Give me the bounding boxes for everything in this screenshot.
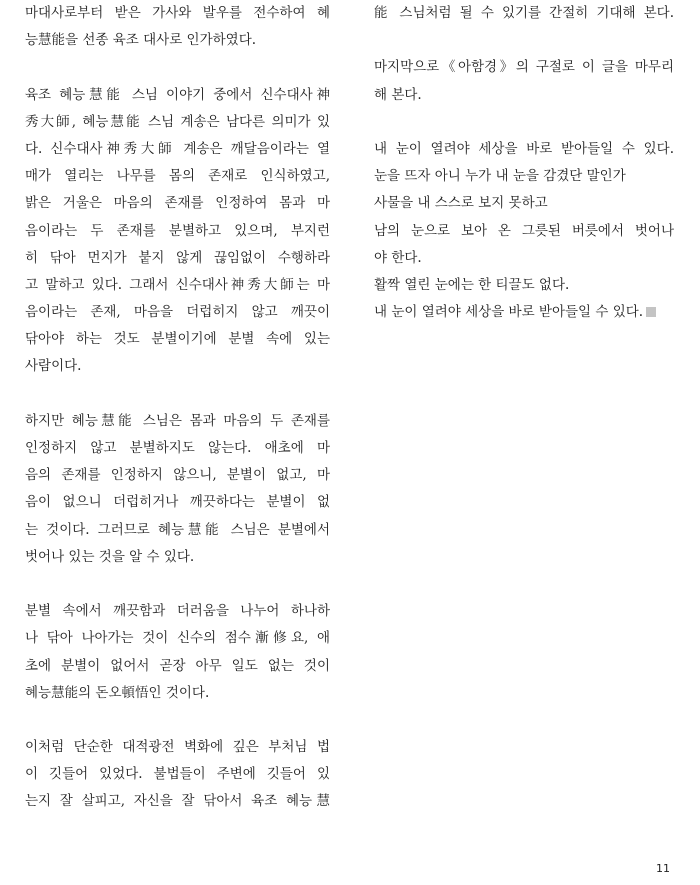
text-line-content: 는 것이다. 그러므로 혜능慧能 스님은 분별에서 — [25, 521, 330, 538]
text-line-content: 음이라는 존재, 마음을 더럽히지 않고 깨끗이 — [25, 304, 330, 321]
text-line-content: 고 말하고 있다. 그래서 신수대사神秀大師는 마 — [25, 276, 330, 293]
text-line-content: 마대사로부터 받은 가사와 발우를 전수하여 혜 — [25, 5, 330, 21]
text-line-content: 인정하지 않고 분별하지도 않는다. 애초에 마 — [25, 440, 330, 456]
text-line — [25, 408, 330, 435]
paragraph-gap — [374, 27, 674, 54]
text-line — [374, 272, 674, 299]
paragraph-gap — [25, 381, 330, 408]
left-column — [25, 0, 330, 816]
text-line-content: 秀大師, 혜능慧能 스님 계송은 남다른 의미가 있 — [25, 113, 330, 130]
text-line — [25, 190, 330, 217]
text-line-content: 사람이다. — [25, 358, 82, 375]
right-column — [374, 0, 674, 326]
text-line — [25, 218, 330, 245]
text-line-content: 초에 분별이 없어서 곧장 아무 일도 없는 것이 — [25, 657, 330, 674]
text-line-content: 이 깃들어 있었다. 불법들이 주변에 깃들어 있 — [25, 766, 330, 783]
text-line-content: 내 눈이 열려야 세상을 바로 받아들일 수 있다. — [374, 140, 674, 157]
text-line-content: 다. 신수대사神秀大師 계송은 깨달음이라는 열 — [25, 140, 330, 157]
text-line — [25, 163, 330, 190]
text-line — [374, 245, 674, 272]
page-number: 11 — [656, 862, 670, 875]
text-line-content: 육조 혜능慧能 스님 이야기 중에서 신수대사神 — [25, 86, 330, 103]
text-line-content: 음이 없으니 더럽히거나 깨끗하다는 분별이 없 — [25, 494, 330, 511]
text-line — [25, 788, 330, 815]
paragraph-gap — [25, 707, 330, 734]
text-line-content: 마지막으로《아함경》의 구절로 이 글을 마무리 — [374, 59, 674, 76]
text-line — [374, 136, 674, 163]
text-line — [25, 625, 330, 652]
text-line-content: 이처럼 단순한 대적광전 벽화에 깊은 부처님 법 — [25, 739, 330, 756]
text-line-content: 능慧能을 선종 육조 대사로 인가하였다. — [25, 32, 257, 49]
text-line-content: 매가 열리는 나무를 몸의 존재로 인식하였고, — [25, 168, 330, 185]
text-line — [25, 299, 330, 326]
text-line — [25, 598, 330, 625]
end-of-article-mark — [646, 307, 656, 317]
text-line-content: 내 눈이 열려야 세상을 바로 받아들일 수 있다. — [374, 304, 644, 321]
text-line-content: 혜능慧能의 돈오頓悟인 것이다. — [25, 684, 210, 701]
text-line-content: 는지 잘 살피고, 자신을 잘 닦아서 육조 혜능慧 — [25, 793, 330, 810]
text-line — [374, 218, 674, 245]
text-line-content: 해 본다. — [374, 86, 422, 103]
text-line-content: 눈을 뜨자 아니 누가 내 눈을 감겼단 말인가 — [374, 168, 626, 185]
text-line-content: 음이라는 두 존재를 분별하고 있으며, 부지런 — [25, 222, 330, 239]
text-line — [25, 489, 330, 516]
text-line — [25, 761, 330, 788]
text-line — [374, 82, 674, 109]
text-line — [25, 136, 330, 163]
text-line-content: 하지만 혜능慧能 스님은 몸과 마음의 두 존재를 — [25, 412, 330, 429]
text-line — [374, 190, 674, 217]
text-line — [25, 680, 330, 707]
text-line-content: 能 스님처럼 될 수 있기를 간절히 기대해 본다. — [374, 5, 674, 21]
text-line-content: 야 한다. — [374, 249, 422, 266]
text-line — [374, 299, 674, 326]
paragraph-gap — [25, 54, 330, 81]
text-line-content: 음의 존재를 인정하지 않으니, 분별이 없고, 마 — [25, 467, 330, 484]
text-line-content: 활짝 열린 눈에는 한 티끌도 없다. — [374, 276, 570, 293]
text-line — [374, 163, 674, 190]
paragraph-gap — [25, 571, 330, 598]
text-line — [25, 462, 330, 489]
text-line — [374, 54, 674, 81]
text-line — [25, 353, 330, 380]
text-line-content: 나 닦아 나아가는 것이 신수의 점수漸修요, 애 — [25, 630, 330, 647]
text-line-content: 벗어나 있는 것을 알 수 있다. — [25, 548, 195, 565]
text-line-content: 닦아야 하는 것도 분별이기에 분별 속에 있는 — [25, 331, 330, 348]
text-line — [25, 27, 330, 54]
paragraph-gap — [374, 109, 674, 136]
text-line — [25, 0, 330, 27]
text-line — [25, 82, 330, 109]
text-line — [25, 272, 330, 299]
text-line-content: 히 닦아 먼지가 붙지 않게 끊임없이 수행하라 — [25, 249, 330, 266]
text-line — [25, 544, 330, 571]
text-line-content: 사물을 내 스스로 보지 못하고 — [374, 195, 548, 212]
text-line — [374, 0, 674, 27]
text-line — [25, 517, 330, 544]
text-line — [25, 734, 330, 761]
text-line — [25, 653, 330, 680]
text-line — [25, 109, 330, 136]
text-line — [25, 245, 330, 272]
text-line — [25, 326, 330, 353]
text-line — [25, 435, 330, 462]
text-line-content: 분별 속에서 깨끗함과 더러움을 나누어 하나하 — [25, 603, 330, 620]
text-line-content: 남의 눈으로 보아 온 그릇된 버릇에서 벗어나 — [374, 222, 674, 239]
text-line-content: 밝은 거울은 마음의 존재를 인정하여 몸과 마 — [25, 195, 330, 212]
